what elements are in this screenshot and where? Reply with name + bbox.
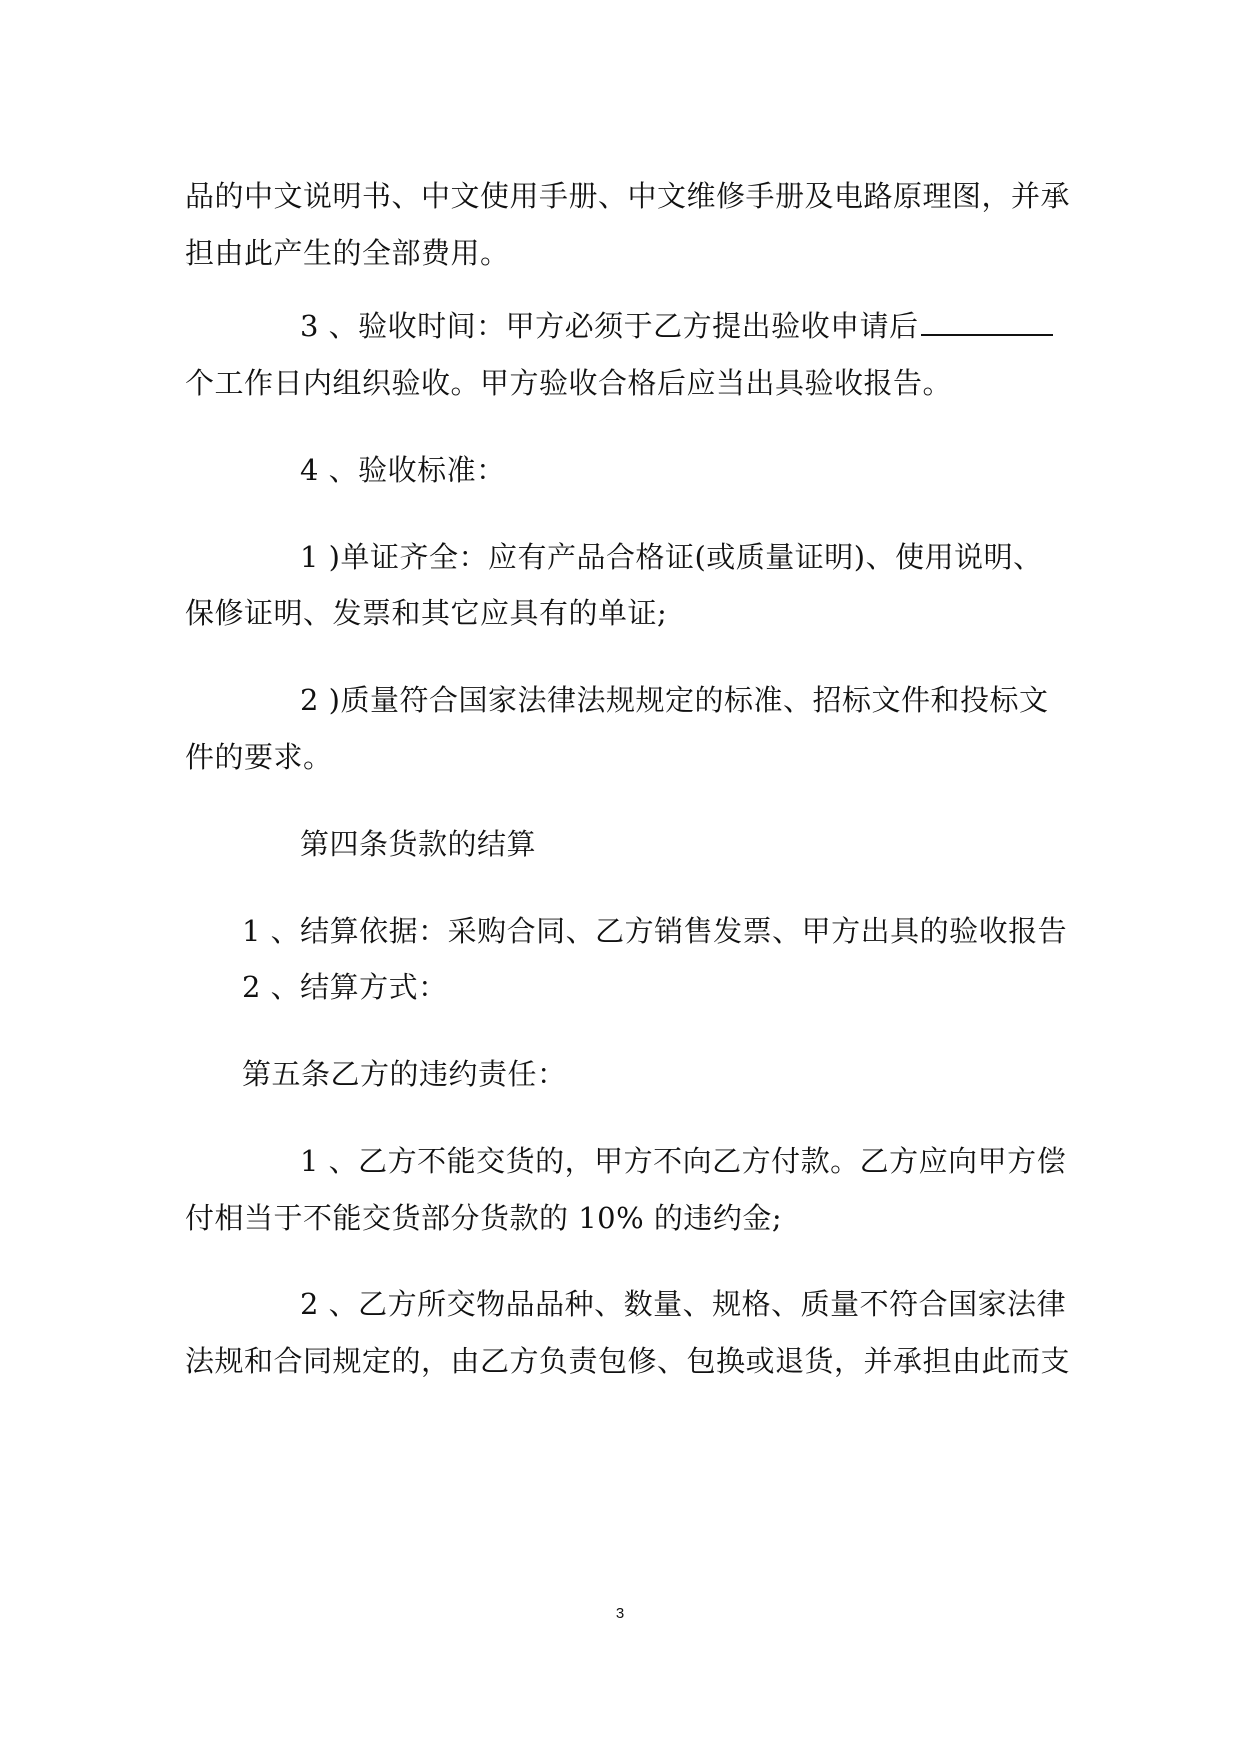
text-line: 2 )质量符合国家法律法规规定的标准、招标文件和投标文 xyxy=(300,683,1049,717)
text-line: 4 、验收标准： xyxy=(300,453,506,487)
text-line: 个工作日内组织验收。甲方验收合格后应当出具验收报告。 xyxy=(185,366,953,400)
text-line: 2 、乙方所交物品品种、数量、规格、质量不符合国家法律 xyxy=(300,1287,1067,1321)
text-line: 1 、乙方不能交货的，甲方不向乙方付款。乙方应向甲方偿 xyxy=(300,1144,1067,1178)
text-line: 件的要求。 xyxy=(185,740,333,774)
clause-text: 3 、验收时间：甲方必须于乙方提出验收申请后 xyxy=(300,309,919,343)
text-line: 1 、结算依据：采购合同、乙方销售发票、甲方出具的验收报告 xyxy=(242,914,1068,948)
text-line: 法规和合同规定的，由乙方负责包修、包换或退货，并承担由此而支 xyxy=(185,1344,1071,1378)
text-line: 1 )单证齐全：应有产品合格证(或质量证明)、使用说明、 xyxy=(300,540,1043,574)
text-line: 付相当于不能交货部分货款的 10% 的违约金; xyxy=(185,1201,783,1235)
text-line: 2 、结算方式： xyxy=(242,970,448,1004)
section-heading: 第五条乙方的违约责任： xyxy=(242,1057,567,1091)
page-number: 3 xyxy=(615,1605,625,1622)
fill-in-blank xyxy=(921,310,1053,336)
section-heading: 第四条货款的结算 xyxy=(300,827,537,861)
text-line: 保修证明、发票和其它应具有的单证; xyxy=(185,596,668,630)
text-line: 品的中文说明书、中文使用手册、中文维修手册及电路原理图，并承 xyxy=(185,179,1071,213)
text-line: 担由此产生的全部费用。 xyxy=(185,236,510,270)
text-line xyxy=(300,306,1053,346)
